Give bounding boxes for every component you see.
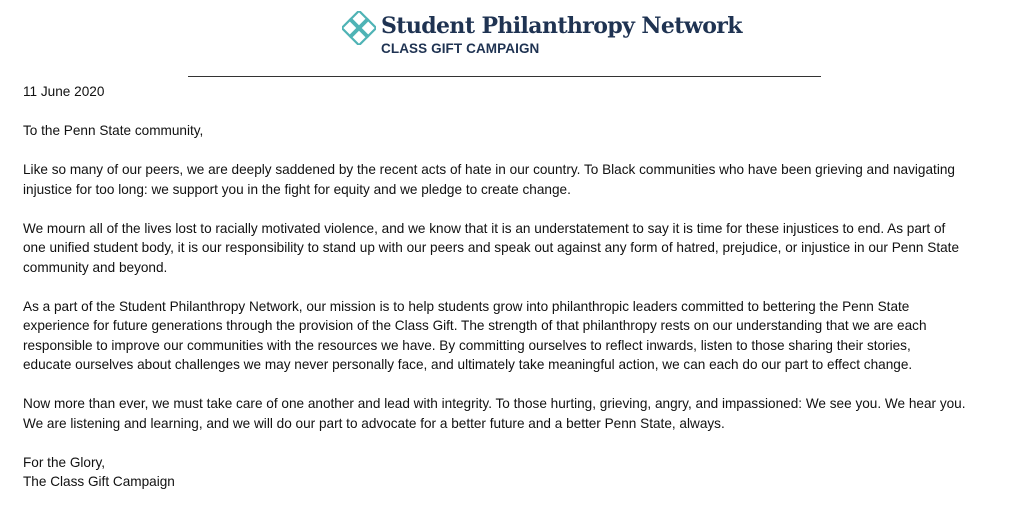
paragraph-3-line-1: As a part of the Student Philanthropy Network, our mission is to help students grow into philanthropic leaders committed to bettering the Penn State — [23, 298, 910, 314]
letter-signature: The Class Gift Campaign — [23, 474, 175, 489]
letter-salutation: To the Penn State community, — [23, 123, 204, 138]
paragraph-3-line-3: responsible to improve our communities with the resources we have. By committing ourselves to reflect inwards, listen to those sharing their stories, — [23, 337, 911, 353]
paragraph-3 — [23, 297, 1003, 375]
letter-date: 11 June 2020 — [23, 84, 105, 99]
header-divider — [188, 76, 821, 77]
letterhead — [0, 10, 1024, 66]
paragraph-1-line-2: injustice for too long: we support you in the fight for equity and we pledge to create change. — [23, 181, 571, 197]
paragraph-1-line-1: Like so many of our peers, we are deeply saddened by the recent acts of hate in our country. To Black communities who have been grieving and navigating — [23, 162, 955, 177]
paragraph-2 — [23, 219, 1003, 278]
campaign-name: CLASS GIFT CAMPAIGN — [381, 41, 540, 56]
paragraph-4-line-2: We are listening and learning, and we will do our part to advocate for a better future and a better Penn State, always. — [23, 415, 725, 431]
paragraph-2-line-3: community and beyond. — [23, 259, 168, 275]
paragraph-2-line-2: one unified student body, it is our responsibility to stand up with our peers and speak out against any form of hatred, prejudice, or injustice in our Penn State — [23, 240, 960, 255]
organization-name: Student Philanthropy Network — [381, 13, 742, 39]
paragraph-2-line-1: We mourn all of the lives lost to racially motivated violence, and we know that it is an understatement to say it is time for these injustices to end. As part of — [23, 220, 946, 236]
letter-closing: For the Glory, — [23, 454, 106, 470]
paragraph-3-line-2: experience for future generations through the provision of the Class Gift. The strength of that philanthropy rests on our understanding that we are each — [23, 318, 927, 333]
paragraph-3-line-4: educate ourselves about challenges we may never personally face, and ultimately take meaningful action, we can each do our part to effect change. — [23, 357, 913, 372]
paragraph-4-line-1: Now more than ever, we must take care of one another and lead with integrity. To those hurting, grieving, angry, and impassioned: We see you. We hear you. — [23, 396, 966, 411]
letter-body — [23, 82, 1003, 511]
letter-signoff — [23, 453, 1003, 492]
paragraph-1 — [23, 160, 1003, 199]
paragraph-4 — [23, 394, 1003, 433]
interlocking-diamonds-logo-icon — [342, 11, 376, 45]
